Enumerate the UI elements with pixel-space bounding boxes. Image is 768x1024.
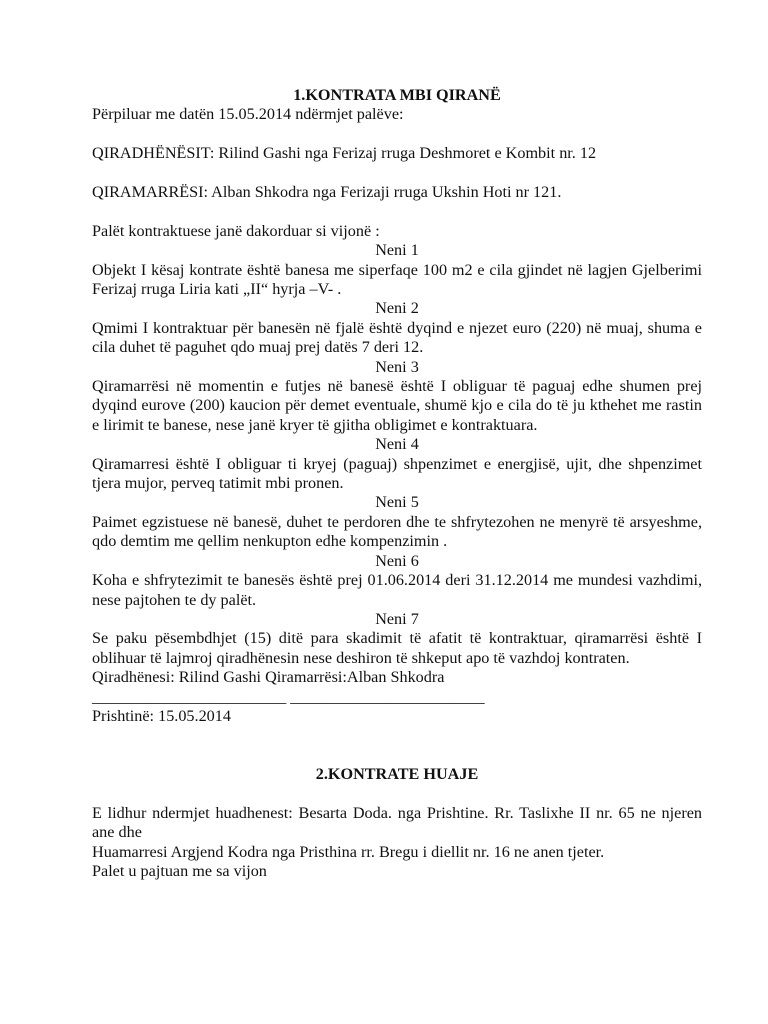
- article-3-text: Qiramarrësi në momentin e futjes në banesë është I obliguar të paguaj edhe shumen prej dyqind eurove (200) kaucion për demet eventuale, shumë kjo e cila do të ju kthehet me rastin e lirimit te banese, nese janë kryer të gjitha obligimet e kontraktuara.: [92, 377, 702, 434]
- contract1-title: 1.KONTRATA MBI QIRANË: [293, 86, 501, 104]
- spacer: [92, 726, 702, 745]
- document-page: [92, 86, 702, 882]
- article-5-text: Paimet egzistuese në banesë, duhet te perdoren dhe te shfrytezohen ne menyrë të arsyeshme, qdo demtim me qellim nenkupton edhe kompenzimin .: [92, 512, 702, 551]
- article-1-text: Objekt I kësaj kontrate është banesa me siperfaqe 100 m2 e cila gjindet në lagjen Gjelberimi Ferizaj rruga Liria kati „II“ hyrja –V- .: [92, 260, 702, 299]
- signature-line-landlord: ________________________: [92, 687, 287, 706]
- signature-names: Qiradhënesi: Rilind Gashi Qiramarrësi:Alban Shkodra: [92, 668, 445, 687]
- article-3-heading: Neni 3: [375, 357, 419, 376]
- place-date: Prishtinë: 15.05.2014: [92, 706, 231, 725]
- spacer: [92, 125, 702, 144]
- article-2-text: Qmimi I kontraktuar për banesën në fjalë është dyqind e njezet euro (220) në muaj, shuma e cila duhet të paguhet qdo muaj prej datës 7 deri 12.: [92, 318, 702, 357]
- contract1-landlord: QIRADHËNËSIT: Rilind Gashi nga Ferizaj rruga Deshmoret e Kombit nr. 12: [92, 144, 597, 163]
- contract1-tenant: QIRAMARRËSI: Alban Shkodra nga Ferizaji rruga Ukshin Hoti nr 121.: [92, 183, 562, 201]
- article-6-text: Koha e shfrytezimit te banesës është prej 01.06.2014 deri 31.12.2014 me mundesi vazhdimi, nese pajtohen te dy palët.: [92, 571, 702, 609]
- article-7-text: Se paku pësembdhjet (15) ditë para skadimit të afatit të kontraktuar, qiramarrësi është I oblihuar të lajmroj qiradhënesin nese deshiron të shkeput apo të vazhdoj kontraten.: [92, 629, 702, 667]
- signature-lines: [92, 688, 702, 707]
- contract1-agreement: Palët kontraktuese janë dakorduar si vijonë :: [92, 221, 380, 240]
- article-4-heading: Neni 4: [375, 435, 419, 454]
- signature-line-tenant: ________________________: [290, 687, 485, 706]
- contract2-title: 2.KONTRATE HUAJE: [315, 765, 479, 784]
- article-7-heading: Neni 7: [375, 609, 419, 628]
- article-2-heading: Neni 2: [375, 299, 419, 318]
- spacer: [92, 202, 702, 221]
- article-5-heading: Neni 5: [375, 493, 419, 512]
- article-4-text: Qiramarresi është I obliguar ti kryej (paguaj) shpenzimet e energjisë, ujit, dhe shpenzimet tjera mujor, perveq tatimit mbi pronen.: [92, 454, 702, 493]
- contract2-agreed: Palet u pajtuan me sa vijon: [92, 862, 267, 881]
- article-6-heading: Neni 6: [375, 551, 419, 570]
- spacer: [92, 164, 702, 183]
- contract1-intro: Përpiluar me datën 15.05.2014 ndërmjet palëve:: [92, 105, 404, 124]
- contract2-parties-1: E lidhur ndermjet huadhenest: Besarta Doda. nga Prishtine. Rr. Taslixhe II nr. 65 ne njeren ane dhe: [92, 803, 702, 842]
- spacer: [92, 785, 702, 804]
- contract2-parties-2: Huamarresi Argjend Kodra nga Pristhina rr. Bregu i diellit nr. 16 ne anen tjeter.: [92, 842, 605, 861]
- spacer: [92, 746, 702, 765]
- article-1-heading: Neni 1: [375, 241, 419, 260]
